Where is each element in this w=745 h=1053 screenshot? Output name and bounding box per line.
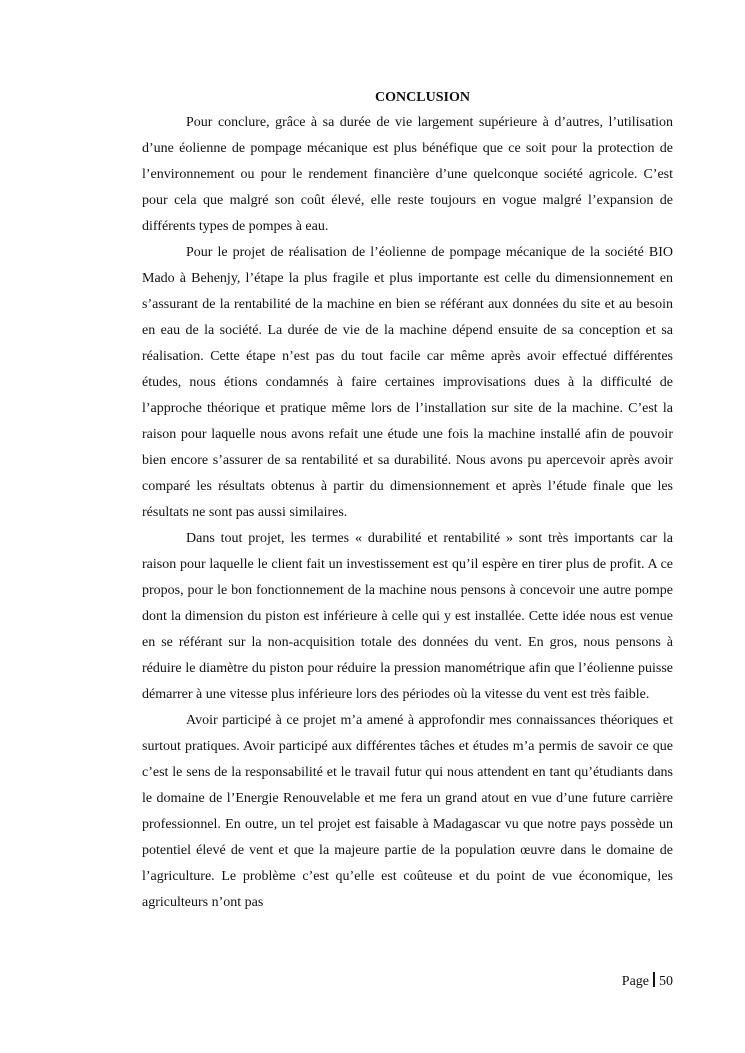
page-number: 50 (659, 974, 673, 989)
page-separator (653, 972, 655, 987)
paragraph-intro: Pour conclure, grâce à sa durée de vie largement supérieure à d’autres, l’utilisation d’une éolienne de pompage mécanique est plus bénéfique que ce soit pour la protection de l’environnement ou pour le rendement financière d’une quelconque société agricole. C’est pour cela que malgré son coût élevé, elle reste toujours en vogue malgré l’expansion de différents types de pompes à eau. (142, 115, 673, 234)
paragraph-experience: Avoir participé à ce projet m’a amené à approfondir mes connaissances théoriques et surtout pratiques. Avoir participé aux différentes tâches et études m’a permis de savoir ce que c’est le sens de la responsabilité et le travail futur qui nous attendent en tant qu’étudiants dans le domaine de l’Energie Renouvelable et me fera un grand atout en vue d’une future carrière professionnel. En outre, un tel projet est faisable à Madagascar vu que notre pays possède un potentiel élevé de vent et que la majeure partie de la population œuvre dans le domaine de l’agriculture. Le problème c’est qu’elle est coûteuse et du point de vue économique, les agriculteurs n’ont pas (142, 713, 673, 910)
paragraph-sustainability: Dans tout projet, les termes « durabilité et rentabilité » sont très importants car la raison pour laquelle le client fait un investissement est qu’il espère en tirer plus de profit. A ce propos, pour le bon fonctionnement de la machine nous pensons à concevoir une autre pompe dont la dimension du piston est inférieure à celle qui y est installée. Cette idée nous est venue en se référant sur la non-acquisition totale des données du vent. En gros, nous pensons à réduire le diamètre du piston pour réduire la pression manométrique afin que l’éolienne puisse démarrer à une vitesse plus inférieure lors des périodes où la vitesse du vent est très faible. (142, 531, 673, 702)
document-body (142, 86, 673, 916)
page-title: CONCLUSION (375, 90, 470, 105)
page-footer (142, 970, 673, 994)
page-label: Page (621, 974, 649, 989)
paragraph-project: Pour le projet de réalisation de l’éolienne de pompage mécanique de la société BIO Mado à Behenjy, l’étape la plus fragile et plus importante est celle du dimensionnement en s’assurant de la rentabilité de la machine en bien se référant aux données du site et au besoin en eau de la société. La durée de vie de la machine dépend ensuite de sa conception et sa réalisation. Cette étape n’est pas du tout facile car même après avoir effectué différentes études, nous étions condamnés à faire certaines improvisations dues à la difficulté de l’approche théorique et pratique même lors de l’installation sur site de la machine. C’est la raison pour laquelle nous avons refait une étude une fois la machine installé afin de pouvoir bien encore s’assurer de sa rentabilité et sa durabilité. Nous avons pu apercevoir après avoir comparé les résultats obtenus à partir du dimensionnement et après l’étude finale que les résultats ne sont pas aussi similaires. (142, 245, 673, 520)
